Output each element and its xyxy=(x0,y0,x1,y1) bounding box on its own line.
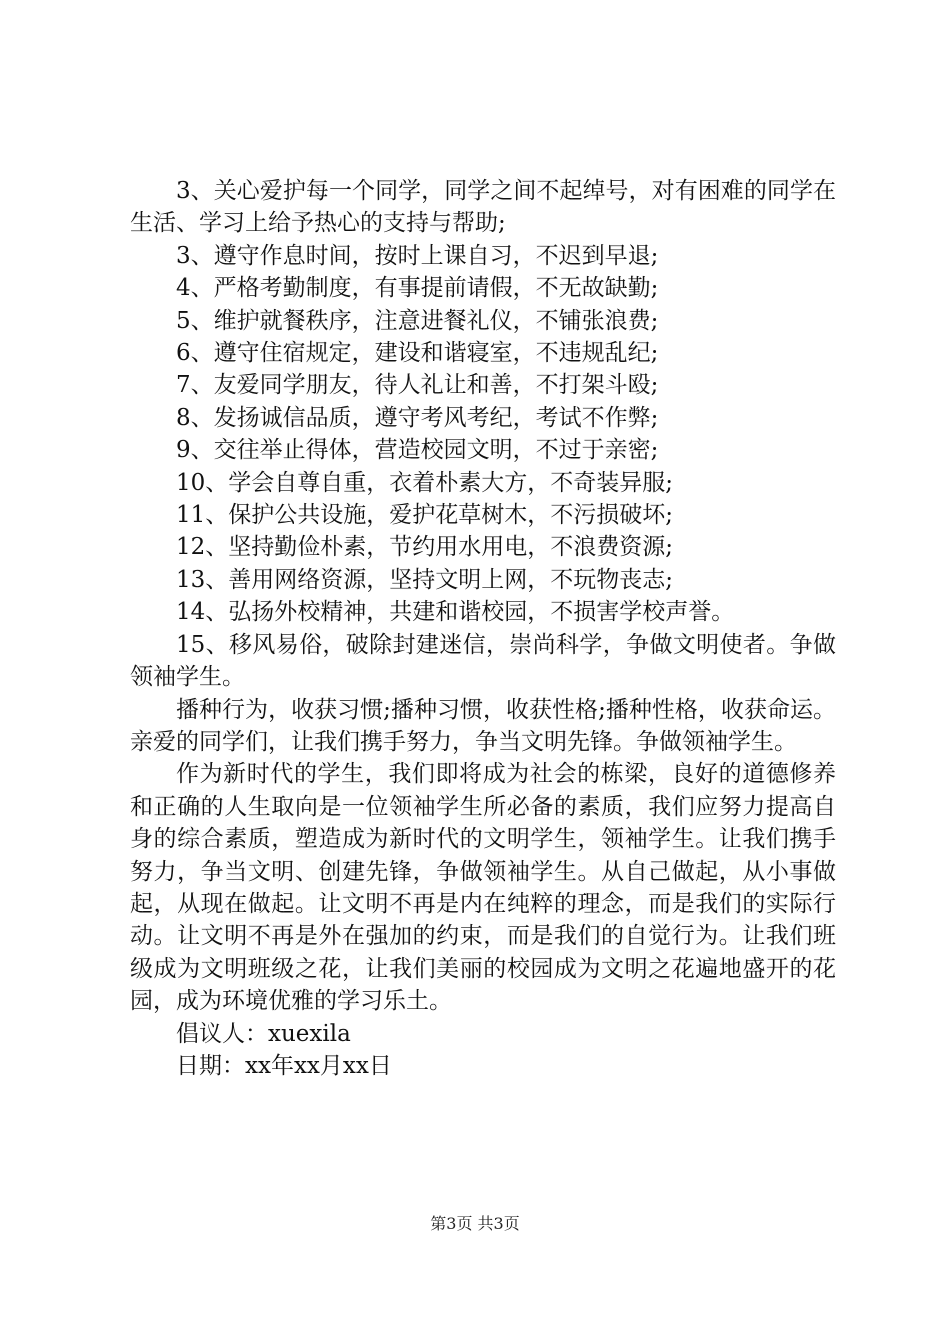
paragraph-item-9: 9、交往举止得体，营造校园文明，不过于亲密; xyxy=(176,437,659,464)
paragraph-item-3-schedule: 3、遵守作息时间，按时上课自习，不迟到早退; xyxy=(176,242,659,269)
paragraph-item-8: 8、发扬诚信品质，遵守考风考纪，考试不作弊; xyxy=(176,404,659,431)
page-number: 第3页 共3页 xyxy=(430,1214,520,1233)
initiator-line: 倡议人：xuexila xyxy=(176,1020,351,1047)
page-footer xyxy=(0,1214,950,1234)
paragraph-item-12: 12、坚持勤俭朴素，节约用水用电，不浪费资源; xyxy=(176,534,674,561)
paragraph-item-14: 14、弘扬外校精神，共建和谐校园，不损害学校声誉。 xyxy=(176,599,735,626)
paragraph-item-15: 15、移风易俗，破除封建迷信，崇尚科学，争做文明使者。争做领袖学生。 xyxy=(130,631,836,691)
document-body xyxy=(130,175,836,1082)
paragraph-item-4: 4、严格考勤制度，有事提前请假，不无故缺勤; xyxy=(176,275,659,302)
paragraph-habits: 播种行为，收获习惯;播种习惯，收获性格;播种性格，收获命运。亲爱的同学们，让我们携手努力，争当文明先锋。争做领袖学生。 xyxy=(130,696,836,755)
paragraph-item-6: 6、遵守住宿规定，建设和谐寝室，不违规乱纪; xyxy=(176,340,659,367)
paragraph-item-5: 5、维护就餐秩序，注意进餐礼仪，不铺张浪费; xyxy=(176,307,659,334)
date-line: 日期：xx年xx月xx日 xyxy=(176,1052,392,1079)
paragraph-item-11: 11、保护公共设施，爱护花草树木，不污损破坏; xyxy=(176,502,674,529)
paragraph-item-13: 13、善用网络资源，坚持文明上网，不玩物丧志; xyxy=(176,566,674,593)
paragraph-item-3-care: 3、关心爱护每一个同学，同学之间不起绰号，对有困难的同学在生活、学习上给予热心的支持与帮助; xyxy=(130,178,836,237)
paragraph-item-10: 10、学会自尊自重，衣着朴素大方，不奇装异服; xyxy=(176,469,674,496)
paragraph-new-era: 作为新时代的学生，我们即将成为社会的栋梁，良好的道德修养和正确的人生取向是一位领袖学生所必备的素质，我们应努力提高自身的综合素质，塑造成为新时代的文明学生，领袖学生。让我们携手努力，争当文明、创建先锋，争做领袖学生。从自己做起，从小事做起，从现在做起。让文明不再是内在纯粹的理念，而是我们的实际行动。让文明不再是外在强加的约束，而是我们的自觉行为。让我们班级成为文明班级之花，让我们美丽的校园成为文明之花遍地盛开的花园，成为环境优雅的学习乐土。 xyxy=(130,761,836,1015)
paragraph-item-7: 7、友爱同学朋友，待人礼让和善，不打架斗殴; xyxy=(176,372,659,399)
